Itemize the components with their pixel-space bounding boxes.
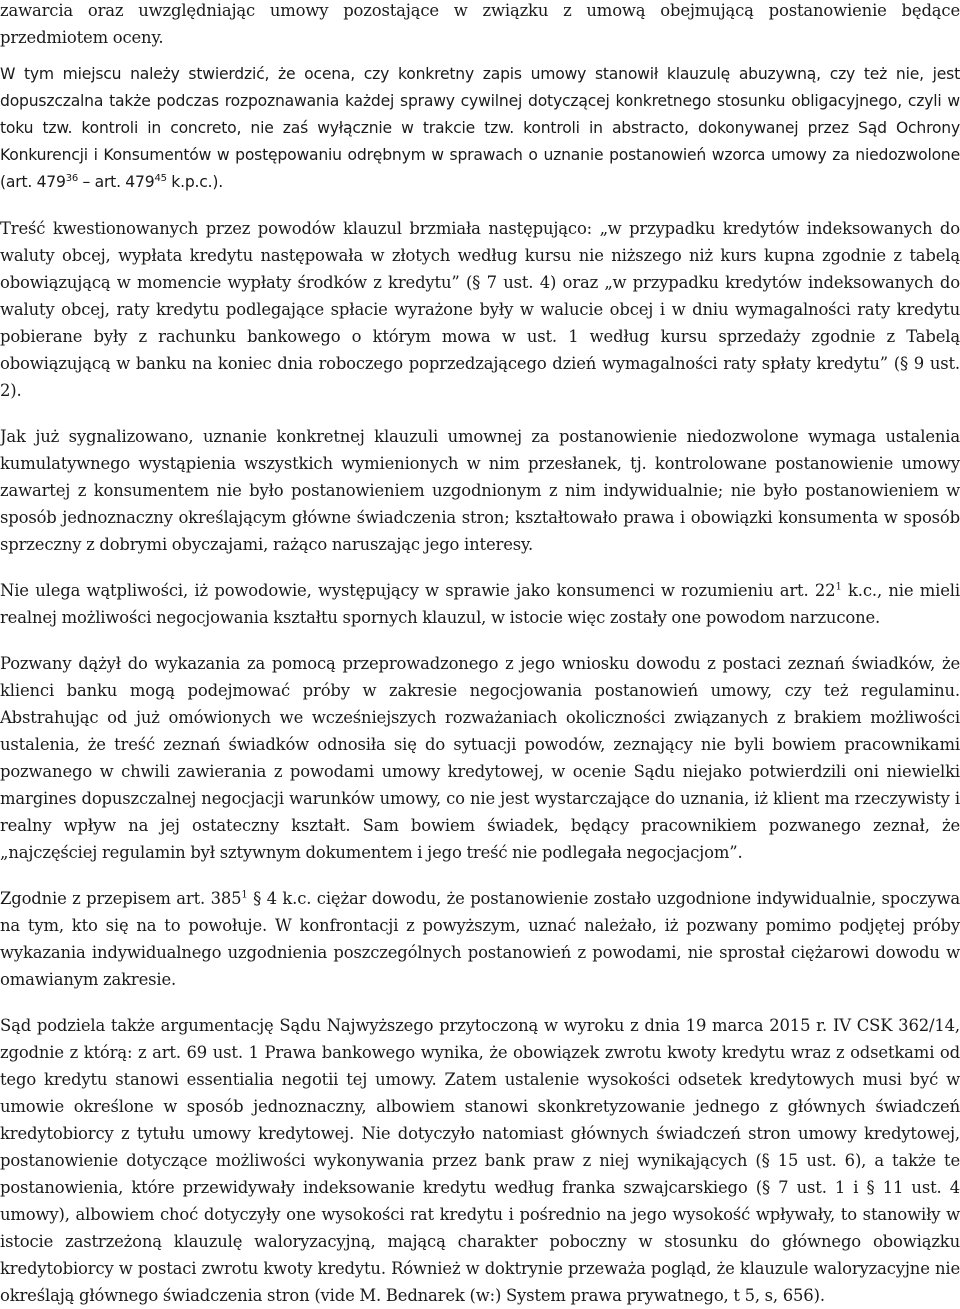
paragraph-2-text-b: – art. 479 — [78, 173, 155, 191]
paragraph-8: Sąd podziela także argumentację Sądu Najwyższego przytoczoną w wyroku z dnia 19 marca 2015 r. IV CSK 362/14, zgodnie z którą: z art. 69 ust. 1 Prawa bankowego wynika, że obowiązek zwrotu kwoty kredytu wraz z odsetkami od tego kredytu stanowi essentialia negotii tej umowy. Zatem ustalenie wysokości odsetek kredytowych musi być w umowie określone w sposób jednoznaczny, albowiem stanowi skonkretyzowanie jednego z głównych świadczeń kredytobiorcy z tytułu umowy kredytowej. Nie dotyczyło natomiast głównych świadczeń stron umowy kredytowej, postanowienie dotyczące możliwości wykonywania przez bank praw z niej wynikających (§ 15 ust. 6), a także te postanowienia, które przewidywały indeksowanie kredytu według franka szwajcarskiego (§ 7 ust. 1 i § 11 ust. 4 umowy), albowiem choć dotyczyły one wysokości rat kredytu i pośrednio na jego wysokość wpływały, to stanowiły w istocie zastrzeżoną klauzulę waloryzacyjną, mającą charakter poboczny w stosunku do głównego obowiązku kredytobiorcy w postaci zwrotu kwoty kredytu. Również w doktrynie przeważa pogląd, że klauzule waloryzacyjne nie określają głównego świadczenia stron (vide M. Bednarek (w:) System prawa prywatnego, t 5, s, 656). — [0, 1016, 960, 1305]
paragraph-2-sup-b: 45 — [154, 172, 167, 184]
paragraph-7-text-b: § 4 k.c. ciężar dowodu, że postanowienie zostało uzgodnione indywidualnie, spoczywa na tym, kto się na to powołuje. W konfrontacji z powyższym, uznać należało, iż pozwany pomimo podjętej próby wykazania indywidualnego uzgodnienia poszczególnych postanowień z powodami, nie sprostał ciężarowi dowodu w omawianym zakresie. — [0, 889, 960, 989]
paragraph-2-sup-a: 36 — [65, 172, 79, 184]
paragraph-7-text-a: Zgodnie z przepisem art. 385 — [0, 889, 242, 908]
paragraph-5-text-a: Nie ulega wątpliwości, iż powodowie, występujący w sprawie jako konsumenci w rozumieniu art. 22 — [0, 581, 836, 600]
paragraph-2 — [0, 61, 960, 196]
paragraph-1: zawarcia oraz uwzględniając umowy pozostające w związku z umową obejmującą postanowienie będące przedmiotem oceny. — [0, 1, 960, 47]
paragraph-5 — [0, 577, 960, 631]
paragraph-5-sup: 1 — [835, 581, 842, 593]
paragraph-2-text-c: k.p.c.). — [166, 173, 224, 191]
paragraph-7-sup: 1 — [241, 889, 248, 901]
paragraph-6: Pozwany dążył do wykazania za pomocą przeprowadzonego z jego wniosku dowodu z postaci zeznań świadków, że klienci banku mogą podejmować próby w zakresie negocjowania postanowień umowy, czy też regulaminu. Abstrahując od już omówionych we wcześniejszych rozważaniach okoliczności związanych z brakiem możliwości ustalenia, że treść zeznań świadków odnosiła się do sytuacji powodów, zeznający nie byli bowiem pracownikami pozwanego w chwili zawierania z powodami umowy kredytowej, w ocenie Sądu niejako potwierdzili oni niewielki margines dopuszczalnej negocjacji warunków umowy, co nie jest wystarczające do uznania, iż klient ma rzeczywisty i realny wpływ na jej ostateczny kształt. Sam bowiem świadek, będący pracownikiem pozwanego zeznał, że „najczęściej regulamin był sztywnym dokumentem i jego treść nie podlegała negocjacjom”. — [0, 654, 960, 862]
paragraph-2-text-a: W tym miejscu należy stwierdzić, że ocena, czy konkretny zapis umowy stanowił klauzulę abuzywną, czy też nie, jest dopuszczalna także podczas rozpoznawania każdej sprawy cywilnej dotyczącej konkretnego stosunku obligacyjnego, czyli w toku tzw. kontroli in concreto, nie zaś wyłącznie w trakcie tzw. kontroli in abstracto, dokonywanej przez Sąd Ochrony Konkurencji i Konsumentów w postępowaniu odrębnym w sprawach o uznanie postanowień wzorca umowy za niedozwolone (art. 479 — [0, 65, 960, 191]
paragraph-5-text-b: k.c., nie mieli realnej możliwości negocjowania kształtu spornych klauzul, w istocie więc zostały one powodom narzucone. — [0, 581, 960, 627]
paragraph-7 — [0, 885, 960, 993]
paragraph-4: Jak już sygnalizowano, uznanie konkretnej klauzuli umownej za postanowienie niedozwolone wymaga ustalenia kumulatywnego wystąpienia wszystkich wymienionych w nim przesłanek, tj. kontrolowane postanowienie umowy zawartej z konsumentem nie było postanowieniem uzgodnionym z nim indywidualnie; nie było postanowieniem w sposób jednoznaczny określającym główne świadczenia stron; kształtowało prawa i obowiązki konsumenta w sposób sprzeczny z dobrymi obyczajami, rażąco naruszając jego interesy. — [0, 427, 960, 554]
paragraph-3: Treść kwestionowanych przez powodów klauzul brzmiała następująco: „w przypadku kredytów indeksowanych do waluty obcej, wypłata kredytu następowała w złotych według kursu nie niższego niż kurs kupna zgodnie z tabelą obowiązującą w momencie wypłaty środków z kredytu” (§ 7 ust. 4) oraz „w przypadku kredytów indeksowanych do waluty obcej, raty kredytu podlegające spłacie wyrażone były w walucie obcej i w dniu wymagalności raty kredytu pobierane były z rachunku bankowego o którym mowa w ust. 1 według kursu sprzedaży zgodnie z Tabelą obowiązującą w banku na koniec dnia roboczego poprzedzającego dzień wymagalności raty spłaty kredytu” (§ 9 ust. 2). — [0, 219, 960, 400]
